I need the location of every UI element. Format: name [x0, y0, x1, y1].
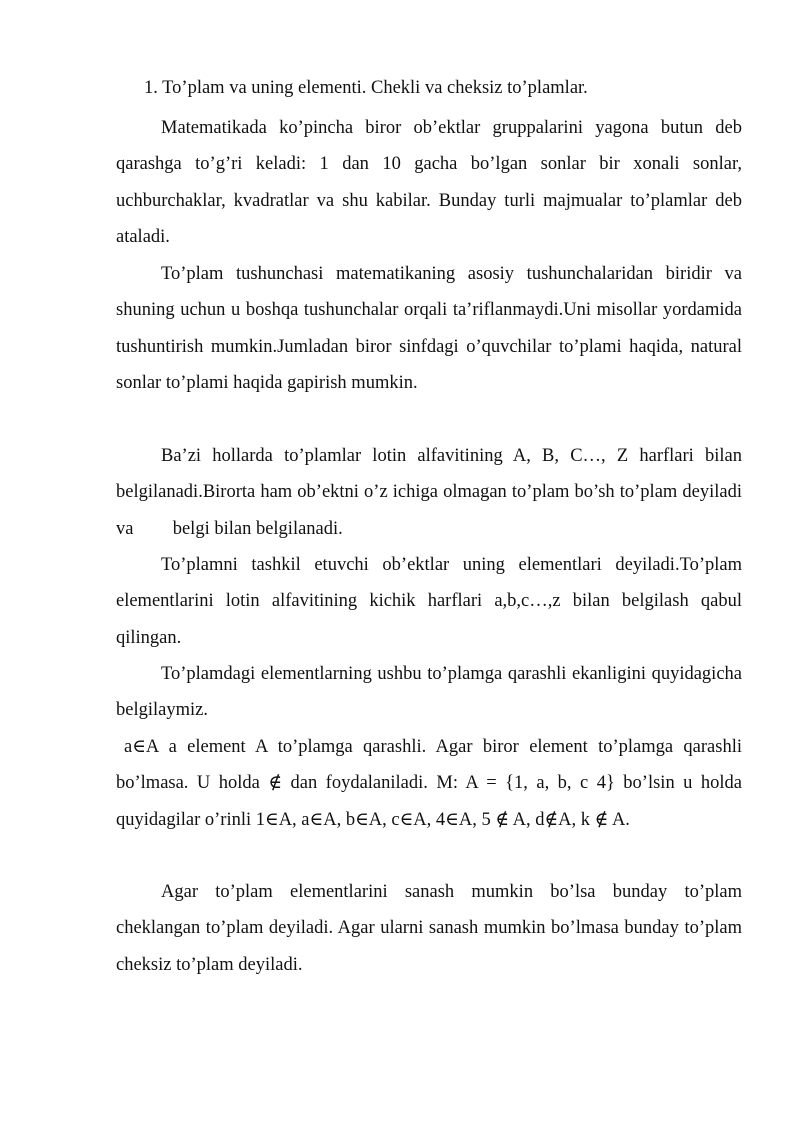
- paragraph-finite-infinite: Agar to’plam elementlarini sanash mumkin bo’lsa bunday to’plam cheklangan to’plam deyiladi. Agar ularni sanash mumkin bo’lmasa bunday to’plam cheksiz to’plam deyiladi.: [116, 882, 742, 975]
- paragraph-elements: To’plamni tashkil etuvchi ob’ektlar uning elementlari deyiladi.To’plam elementlarini lotin alfavitining kichik harflari a,b,c…,z bilan belgilash qabul qilingan.: [116, 555, 742, 648]
- paragraph-membership-examples: a∈A a element A to’plamga qarashli. Agar biror element to’plamga qarashli bo’lmasa. U holda ∉ dan foydalaniladi. M: A = {1, a, b, c 4} bo’lsin u holda quyidagilar o’rinli 1∈A, a∈A, b∈A, c∈A, 4∈A, 5 ∉ A, d∉A, k ∉ A.: [116, 737, 742, 830]
- section-heading: 1. To’plam va uning elementi. Chekli va cheksiz to’plamlar.: [144, 78, 588, 98]
- paragraph-set-notation: [116, 438, 742, 547]
- paragraph-membership: To’plamdagi elementlarning ushbu to’plamga qarashli ekanligini quyidagicha belgilaymiz.: [116, 664, 742, 721]
- paragraph-set-notation-text: Ba’zi hollarda to’plamlar lotin alfavitining A, B, C…, Z harflari bilan belgilanadi.Birorta ham ob’ektni o’z ichiga olmagan to’plam bo’sh to’plam deyiladi va: [116, 446, 742, 539]
- paragraph-set-concept: To’plam tushunchasi matematikaning asosiy tushunchalaridan biridir va shuning uchun u boshqa tushunchalar orqali ta’riflanmaydi.Uni misollar yordamida tushuntirish mumkin.Jumladan biror sinfdagi o’quvchilar to’plami haqida, natural sonlar to’plami haqida gapirish mumkin.: [116, 264, 742, 393]
- paragraph-sets-definition: Matematikada ko’pincha biror ob’ektlar gruppalarini yagona butun deb qarashga to’g’ri keladi: 1 dan 10 gacha bo’lgan sonlar bir xonali sonlar, uchburchaklar, kvadratlar va shu kabilar. Bunday turli majmualar to’plamlar deb ataladi.: [116, 118, 742, 247]
- paragraph-set-notation-tail: belgi bilan belgilanadi.: [172, 518, 343, 539]
